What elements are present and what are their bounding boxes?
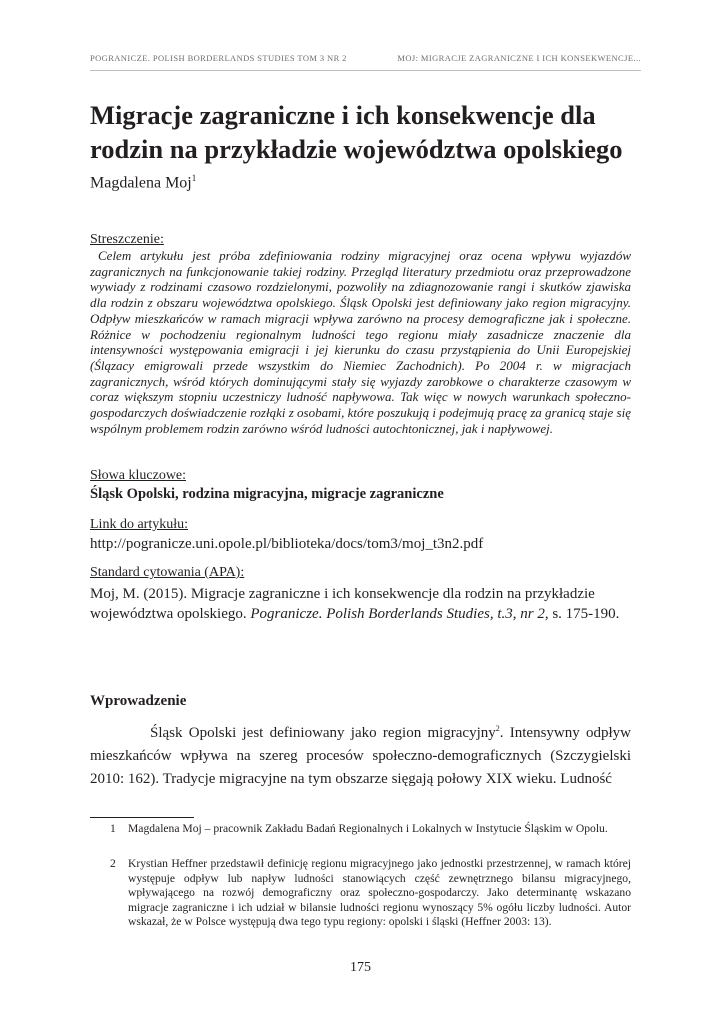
running-header-journal: POGRANICZE. POLISH BORDERLANDS STUDIES TOM 3 NR 2: [90, 53, 347, 63]
citation-pages: , s. 175-190.: [544, 606, 620, 622]
footnote-text: Magdalena Moj – pracownik Zakładu Badań Regionalnych i Lokalnych w Instytucie Śląskim w Opolu.: [128, 822, 608, 835]
header-divider: [90, 70, 641, 71]
article-link-label: Link do artykułu:: [90, 517, 188, 532]
footnote-number: 2: [110, 857, 116, 870]
article-link-url[interactable]: http://pogranicze.uni.opole.pl/biblioteka/docs/tom3/moj_t3n2.pdf: [90, 536, 484, 552]
keywords-value: Śląsk Opolski, rodzina migracyjna, migracje zagraniczne: [90, 486, 444, 502]
body-text-start: Śląsk Opolski jest definiowany jako region migracyjny: [150, 725, 496, 741]
footnote-text: Krystian Heffner przedstawił definicję regionu migracyjnego jako jednostki przestrzennej, w ramach której występuje odpływ lub napływ ludności stanowiących część zewnętrznego bilansu migracyjnego, wpływającego na rozwój demograficzny oraz społeczno-gospodarczy. Jako determinantę wskazano migracje zagraniczne i ich udział w bilansie ludności regionu wynoszący 5% ogółu liczby ludności. Autor wskazał, że w Polsce występują dwa tego typu regiony: opolski i śląski (Heffner 2003: 13).: [128, 857, 631, 929]
footnote-divider: [90, 817, 194, 818]
author-name: Magdalena Moj: [90, 174, 192, 192]
citation-label: Standard cytowania (APA):: [90, 565, 245, 580]
page-number: 175: [350, 960, 371, 975]
body-text-rest: . Intensywny odpływ mieszkańców wpływa na szereg procesów społeczno-demograficznych (Szczygielski 2010: 162). Tradycje migracyjne na tym obszarze sięgają połowy XIX wieku. Ludność: [90, 725, 631, 787]
footnote-2: [90, 857, 631, 930]
section-heading: Wprowadzenie: [90, 693, 187, 709]
author-footnote-ref: 1: [191, 173, 197, 183]
footnote-1: [90, 822, 631, 837]
citation-text: [90, 584, 631, 624]
abstract-text: Celem artykułu jest próba zdefiniowania rodziny migracyjnej oraz ocena wpływu wyjazdów zagranicznych na funkcjonowanie takiej rodziny. Przegląd literatury przedmiotu oraz przeprowadzone wywiady z rodzinami czasowo rozdzielonymi, pozwoliły na zdiagnozowanie rangi i skutków zjawiska dla rodzin z obszaru województwa opolskiego. Śląsk Opolski jest definiowany jako region migracyjny. Odpływ mieszkańców w ramach migracji wpływa zarówno na procesy demograficzne jak i społeczne. Różnice w pochodzeniu regionalnym ludności tego regionu miały zasadnicze znaczenie dla intensywności występowania emigracji i jej kierunku do czasu przystąpienia do Unii Europejskiej (Ślązacy emigrowali przede wszystkim do Niemiec Zachodnich). Po 2004 r. w migracjach zagranicznych, wśród których dominującymi stały się wyjazdy zarobkowe o charakterze czasowym w coraz większym stopniu uczestniczy ludność napływowa. Tak więc w nowych warunkach społeczno-gospodarczych doświadczenie rozłąki z osobami, które poszukują i podejmują pracę za granicą staje się wspólnym problemem rodzin zarówno wśród ludności autochtonicznej, jak i napływowej.: [90, 248, 631, 436]
running-header-article: MOJ: MIGRACJE ZAGRANICZNE I ICH KONSEKWENCJE...: [397, 53, 641, 63]
article-title: Migracje zagraniczne i ich konsekwencje dla rodzin na przykładzie województwa opolskiego: [90, 100, 623, 164]
footnote-number: 1: [110, 822, 116, 835]
citation-journal: Pogranicze. Polish Borderlands Studies, t.3, nr 2: [250, 606, 545, 622]
author-line: [90, 173, 196, 192]
abstract-label: Streszczenie:: [90, 232, 164, 247]
keywords-label: Słowa kluczowe:: [90, 468, 187, 483]
body-footnote-ref: 2: [495, 724, 500, 733]
body-paragraph: [90, 717, 631, 791]
citation-main: Moj, M. (2015). Migracje zagraniczne i ich konsekwencje dla rodzin na przykładzie województwa opolskiego.: [90, 586, 595, 622]
running-header: [90, 53, 641, 63]
